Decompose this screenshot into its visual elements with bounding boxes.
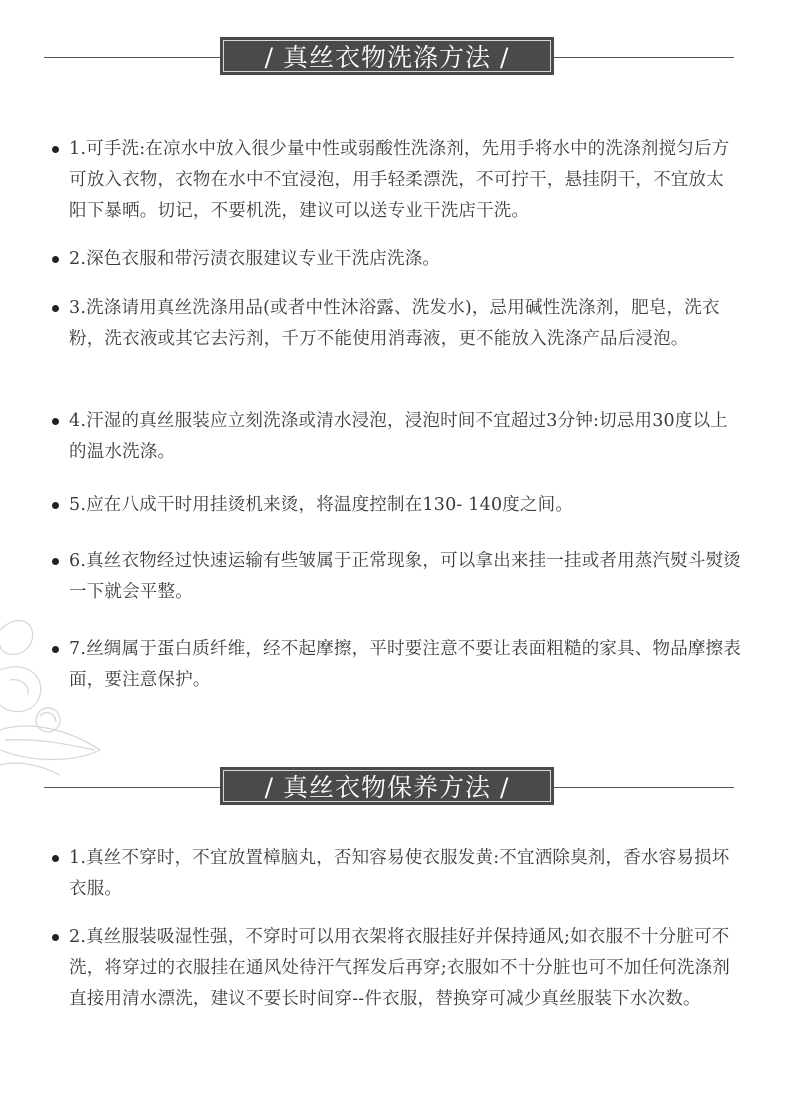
item-text: 2.深色衣服和带污渍衣服建议专业干洗店洗涤。 bbox=[69, 249, 441, 269]
item-text: 1.真丝不穿时，不宜放置樟脑丸，否知容易使衣服发黄:不宜洒除臭剂，香水容易损坏衣服。 bbox=[69, 848, 730, 899]
list-item bbox=[44, 490, 744, 521]
list-item bbox=[44, 634, 744, 696]
bullet-icon bbox=[52, 418, 59, 425]
bullet-icon bbox=[52, 256, 59, 263]
item-text: 6.真丝衣物经过快速运输有些皱属于正常现象，可以拿出来挂一挂或者用蒸汽熨斗熨烫一下就会平整。 bbox=[69, 551, 741, 602]
item-text: 3.洗涤请用真丝洗涤用品(或者中性沐浴露、洗发水)，忌用碱性洗涤剂，肥皂，洗衣粉，洗衣液或其它去污剂，千万不能使用消毒液，更不能放入洗涤产品后浸泡。 bbox=[69, 298, 720, 349]
list-item bbox=[44, 546, 744, 608]
list-item bbox=[44, 293, 744, 355]
bullet-icon bbox=[52, 502, 59, 509]
section-header-care bbox=[44, 767, 734, 809]
item-text: 2.真丝服装吸湿性强，不穿时可以用衣架将衣服挂好并保持通风;如衣服不十分脏可不洗，将穿过的衣服挂在通风处待汗气挥发后再穿;衣服如不十分脏也可不加任何洗涤剂直接用清水漂洗，建议不要长时间穿--件衣服，替换穿可减少真丝服装下水次数。 bbox=[69, 927, 730, 1009]
title-box bbox=[220, 767, 554, 805]
list-item bbox=[44, 244, 744, 275]
bullet-icon bbox=[52, 934, 59, 941]
list-item bbox=[44, 134, 744, 227]
list-item bbox=[44, 922, 744, 1015]
title-box bbox=[220, 37, 554, 75]
bullet-icon bbox=[52, 558, 59, 565]
section-title: / 真丝衣物保养方法 / bbox=[223, 770, 551, 802]
item-text: 5.应在八成干时用挂烫机来烫，将温度控制在130- 140度之间。 bbox=[69, 495, 574, 515]
bullet-icon bbox=[52, 855, 59, 862]
bullet-icon bbox=[52, 646, 59, 653]
item-text: 4.汗湿的真丝服装应立刻洗涤或清水浸泡，浸泡时间不宜超过3分钟:切忌用30度以上的温水洗涤。 bbox=[69, 411, 728, 462]
item-text: 1.可手洗:在凉水中放入很少量中性或弱酸性洗涤剂，先用手将水中的洗涤剂搅匀后方可放入衣物，衣物在水中不宜浸泡，用手轻柔漂洗，不可拧干，悬挂阴干，不宜放太阳下暴晒。切记，不要机洗，建议可以送专业干洗店干洗。 bbox=[69, 139, 730, 221]
list-item bbox=[44, 406, 744, 468]
list-item bbox=[44, 843, 744, 905]
item-text: 7.丝绸属于蛋白质纤维，经不起摩擦，平时要注意不要让表面粗糙的家具、物品摩擦表面，要注意保护。 bbox=[69, 639, 741, 690]
bullet-icon bbox=[52, 305, 59, 312]
section-header-washing bbox=[44, 37, 734, 79]
section-title: / 真丝衣物洗涤方法 / bbox=[223, 40, 551, 72]
bullet-icon bbox=[52, 146, 59, 153]
